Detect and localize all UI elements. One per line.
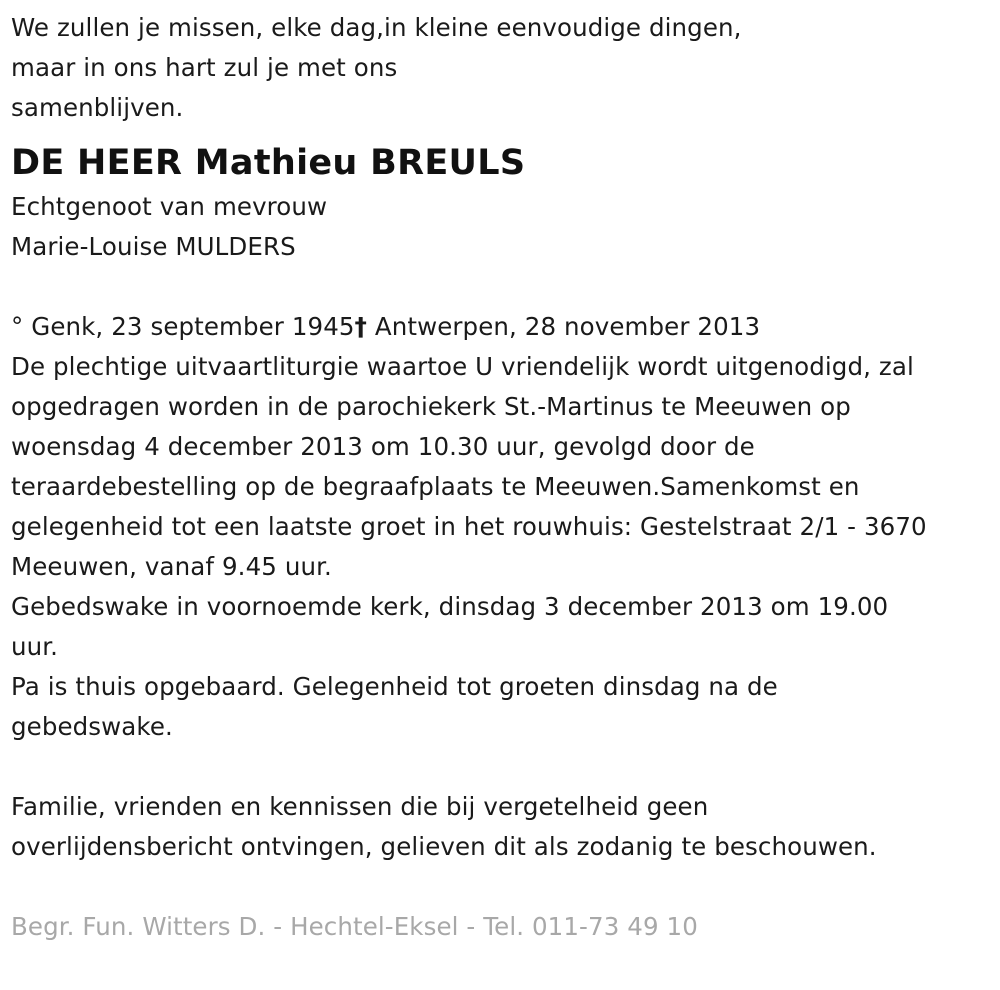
spacer <box>11 267 1000 307</box>
notice-line: overlijdensbericht ontvingen, gelieven dit als zodanig te beschouwen. <box>11 832 877 861</box>
spacer <box>11 867 1000 907</box>
spouse-line: Marie-Louise MULDERS <box>11 232 296 261</box>
detail-line: uur. <box>11 632 59 661</box>
poem-line: We zullen je missen, elke dag,in kleine eenvoudige dingen, <box>11 13 742 42</box>
detail-line: Pa is thuis opgebaard. Gelegenheid tot groeten dinsdag na de <box>11 672 778 701</box>
funeral-home-info: Begr. Fun. Witters D. - Hechtel-Eksel - Tel. 011-73 49 10 <box>11 912 698 941</box>
spacer <box>11 747 1000 787</box>
death-date: Antwerpen, 28 november 2013 <box>366 312 761 341</box>
spouse-info <box>11 187 1000 267</box>
cross-icon: † <box>354 312 367 341</box>
detail-line: gebedswake. <box>11 712 173 741</box>
detail-line: gelegenheid tot een laatste groet in het rouwhuis: Gestelstraat 2/1 - 3670 <box>11 512 927 541</box>
detail-line: Meeuwen, vanaf 9.45 uur. <box>11 552 332 581</box>
notice-line: Familie, vrienden en kennissen die bij vergetelheid geen <box>11 792 709 821</box>
poem <box>11 8 1000 128</box>
notice <box>11 787 1000 867</box>
funeral-details <box>11 347 1000 747</box>
poem-line: maar in ons hart zul je met ons <box>11 53 398 82</box>
detail-line: teraardebestelling op de begraafplaats te Meeuwen.Samenkomst en <box>11 472 860 501</box>
detail-line: De plechtige uitvaartliturgie waartoe U vriendelijk wordt uitgenodigd, zal <box>11 352 914 381</box>
poem-line: samenblijven. <box>11 93 184 122</box>
detail-line: woensdag 4 december 2013 om 10.30 uur, gevolgd door de <box>11 432 755 461</box>
birth-date: ° Genk, 23 september 1945 <box>11 312 355 341</box>
spouse-line: Echtgenoot van mevrouw <box>11 192 328 221</box>
birth-death-dates <box>11 307 1000 347</box>
detail-line: Gebedswake in voornoemde kerk, dinsdag 3 december 2013 om 19.00 <box>11 592 889 621</box>
deceased-name: DE HEER Mathieu BREULS <box>11 143 526 183</box>
detail-line: opgedragen worden in de parochiekerk St.-Martinus te Meeuwen op <box>11 392 851 421</box>
